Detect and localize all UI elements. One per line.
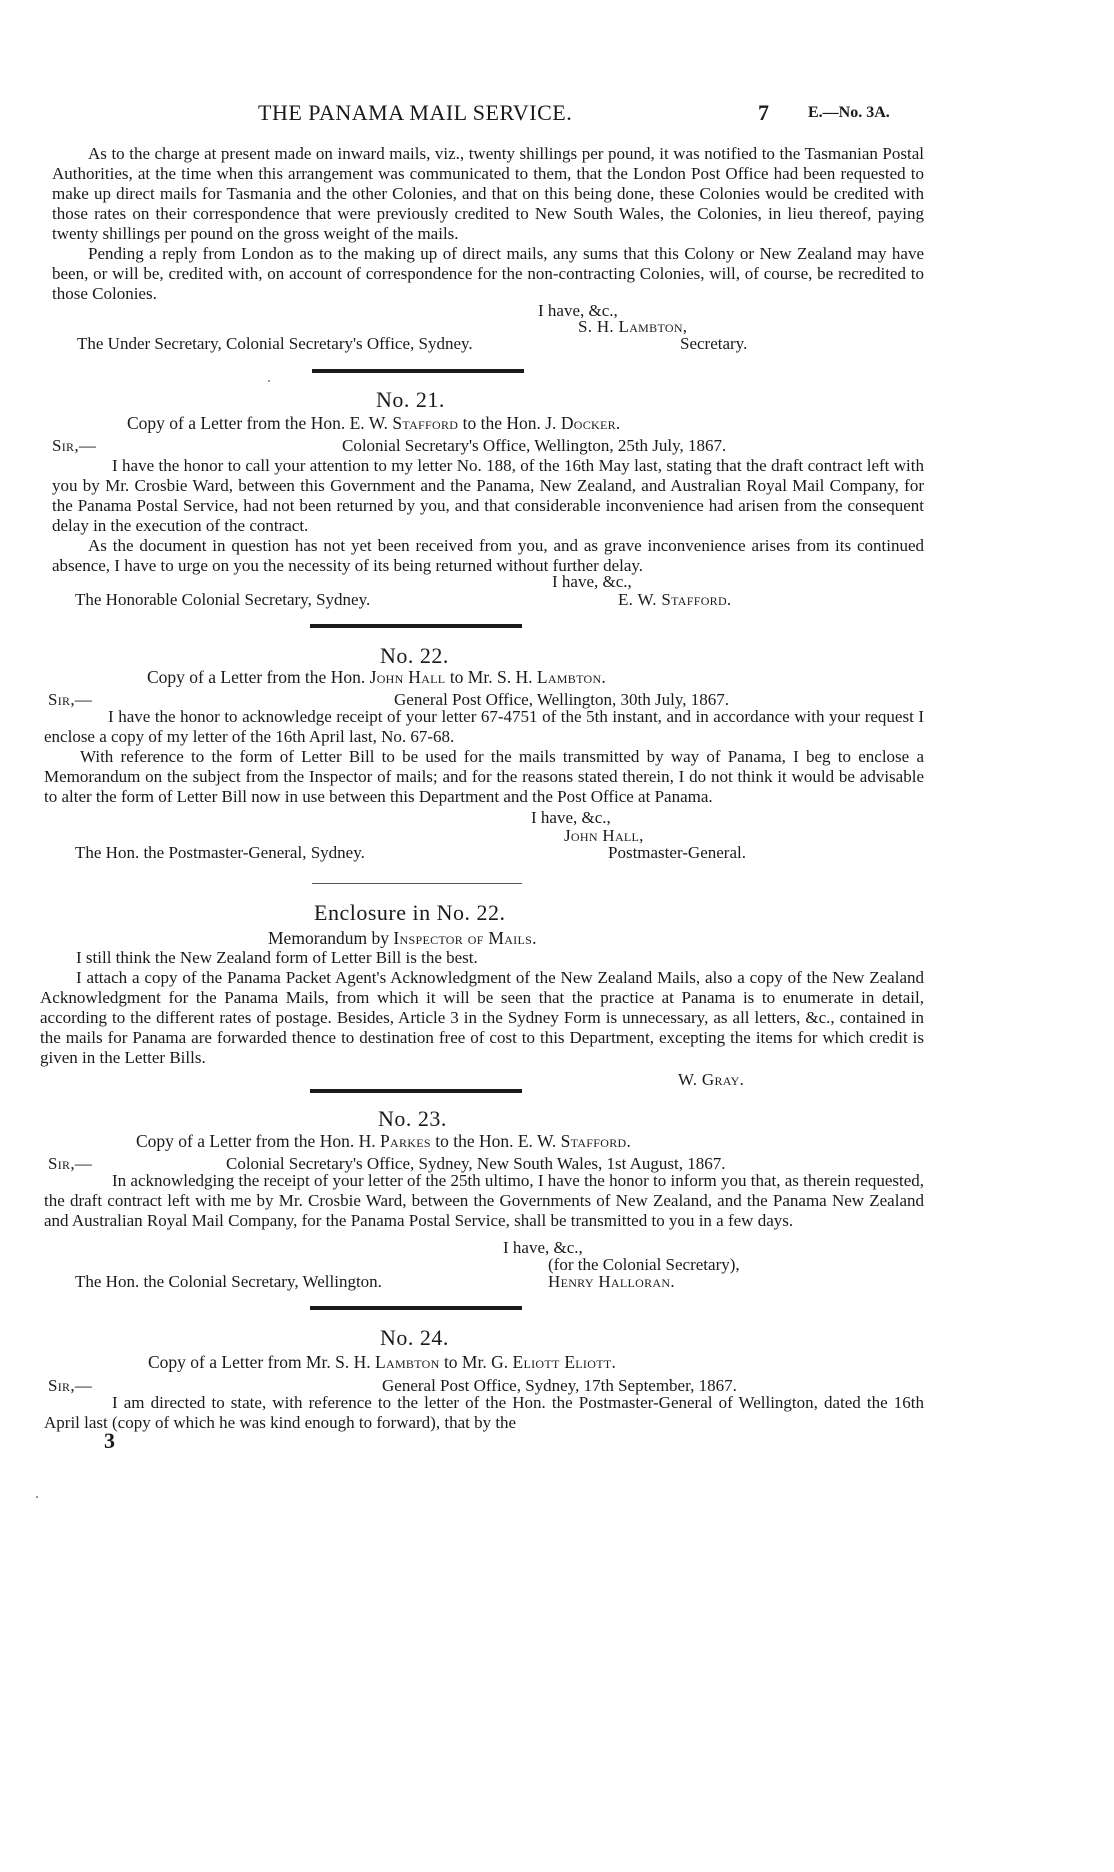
enclosure-heading: Enclosure in No. 22.	[314, 900, 506, 925]
no23-dateline: Colonial Secretary's Office, Sydney, New South Wales, 1st August, 1867.	[226, 1154, 726, 1173]
intro-closing: I have, &c.,	[538, 301, 618, 320]
intro-signature-title: Secretary.	[680, 334, 748, 353]
no22-paragraph-2: With reference to the form of Letter Bill to be used for the mails transmitted by way of Panama, I beg to enclose a Memorandum on the subject from the Inspector of mails; and for the reasons stated therein, I do not think it would be advisable to alter the form of Letter Bill now in use between this Department and the Post Office at Panama.	[44, 747, 924, 806]
no23-salutation: Sir,—	[48, 1154, 93, 1173]
no23-signature: Henry Halloran.	[548, 1272, 675, 1291]
no21-dateline: Colonial Secretary's Office, Wellington, 25th July, 1867.	[342, 436, 727, 455]
no24-heading: No. 24.	[380, 1325, 449, 1350]
no22-heading: No. 22.	[380, 643, 449, 668]
running-title: THE PANAMA MAIL SERVICE.	[258, 100, 573, 125]
no24-body	[44, 1393, 924, 1433]
no24-salutation: Sir,—	[48, 1376, 93, 1395]
no21-paragraph-1: I have the honor to call your attention to my letter No. 188, of the 16th May last, stating that the draft contract left with you by Mr. Crosbie Ward, between this Government and the Panama, New Zealand, and Australian Royal Mail Company, for the Panama Postal Service, had not been returned by you, and that considerable inconvenience had arisen from the consequent delay in the execution of the contract.	[52, 456, 924, 535]
intro-signature: S. H. Lambton,	[578, 317, 688, 336]
no23-paragraph-1: In acknowledging the receipt of your letter of the 25th ultimo, I have the honor to inform you that, as therein requested, the draft contract left with me by Mr. Crosbie Ward, between the Governments of New Zealand, and the Panama New Zealand and Australian Royal Mail Company, for the Panama Postal Service, shall be transmitted to you in a few days.	[44, 1171, 924, 1230]
no24-paragraph-1: I am directed to state, with reference to the letter of the Hon. the Postmaster-General of Wellington, dated the 16th April last (copy of which he was kind enough to forward), that by the	[44, 1393, 924, 1432]
enclosure-signature: W. Gray.	[678, 1070, 745, 1089]
document-reference: E.—No. 3A.	[808, 104, 890, 121]
enclosure-paragraph-2: I attach a copy of the Panama Packet Agent's Acknowledgment of the New Zealand Mails, also a copy of the New Zealand Acknowledgment for the Panama Mails, from which it will be seen that the practice at Panama is to enumerate in detail, according to the different rates of postage. Besides, Article 3 in the Sydney Form is unnecessary, as all letters, &c., contained in the mails for Panama are forwarded thence to destination free of cost to this Department, excepting the items for which credit is given in the Letter Bills.	[40, 968, 924, 1067]
no22-addressee: The Hon. the Postmaster-General, Sydney.	[75, 843, 365, 862]
no21-signature: E. W. Stafford.	[618, 590, 732, 609]
no21-body	[52, 456, 924, 576]
enclosure-subtitle: Memorandum by Inspector of Mails.	[268, 928, 537, 948]
enclosure-body	[40, 948, 924, 1068]
intro-paragraph-2: Pending a reply from London as to the making up of direct mails, any sums that this Colony or New Zealand may have been, or will be, credited with, on account of correspondence for the non-contracting Colonies, will, of course, be recredited to those Colonies.	[52, 244, 924, 303]
intro-paragraph-1: As to the charge at present made on inward mails, viz., twenty shillings per pound, it was notified to the Tasmanian Postal Authorities, at the time when this arrangement was communicated to them, that the London Post Office had been requested to make up direct mails for Tasmania and the other Colonies, and that on this being done, these Colonies would be credited with those rates on their correspondence that were previously credited to New South Wales, the Colonies, in lieu thereof, paying twenty shillings per pound on the gross weight of the mails.	[52, 144, 924, 243]
section-rule	[312, 369, 524, 373]
speck	[268, 380, 270, 382]
no22-signature-title: Postmaster-General.	[608, 843, 746, 862]
signature-mark: 3	[104, 1428, 115, 1453]
no22-salutation: Sir,—	[48, 690, 93, 709]
enclosure-paragraph-1: I still think the New Zealand form of Letter Bill is the best.	[76, 948, 478, 967]
section-rule	[310, 624, 522, 628]
no23-for-line: (for the Colonial Secretary),	[548, 1255, 740, 1274]
no24-dateline: General Post Office, Sydney, 17th September, 1867.	[382, 1376, 737, 1395]
no23-addressee: The Hon. the Colonial Secretary, Wellington.	[75, 1272, 382, 1291]
page-number: 7	[758, 100, 770, 125]
no21-addressee: The Honorable Colonial Secretary, Sydney.	[75, 590, 371, 609]
intro-addressee: The Under Secretary, Colonial Secretary's Office, Sydney.	[77, 334, 473, 353]
no22-signature: John Hall,	[564, 826, 644, 845]
no23-subtitle: Copy of a Letter from the Hon. H. Parkes to the Hon. E. W. Stafford.	[136, 1131, 632, 1151]
no23-heading: No. 23.	[378, 1106, 447, 1131]
no21-salutation: Sir,—	[52, 436, 97, 455]
no21-heading: No. 21.	[376, 387, 445, 412]
no23-body	[44, 1171, 924, 1231]
no22-closing: I have, &c.,	[531, 808, 611, 827]
no21-closing: I have, &c.,	[552, 572, 632, 591]
no23-closing: I have, &c.,	[503, 1238, 583, 1257]
intro-body	[52, 144, 924, 304]
no24-subtitle: Copy of a Letter from Mr. S. H. Lambton to Mr. G. Eliott Eliott.	[148, 1352, 617, 1372]
section-rule	[310, 1306, 522, 1310]
no22-subtitle: Copy of a Letter from the Hon. John Hall to Mr. S. H. Lambton.	[147, 667, 607, 687]
no22-dateline: General Post Office, Wellington, 30th July, 1867.	[394, 690, 729, 709]
no21-paragraph-2: As the document in question has not yet been received from you, and as grave inconvenience arises from its continued absence, I have to urge on you the necessity of its being returned without further delay.	[52, 536, 924, 575]
speck	[36, 1496, 38, 1498]
section-rule	[310, 1089, 522, 1093]
no21-subtitle: Copy of a Letter from the Hon. E. W. Stafford to the Hon. J. Docker.	[127, 413, 621, 433]
no22-body	[44, 707, 924, 807]
no22-paragraph-1: I have the honor to acknowledge receipt of your letter 67-4751 of the 5th instant, and in accordance with your request I enclose a copy of my letter of the 16th April last, No. 67-68.	[44, 707, 924, 746]
section-rule	[312, 883, 522, 884]
